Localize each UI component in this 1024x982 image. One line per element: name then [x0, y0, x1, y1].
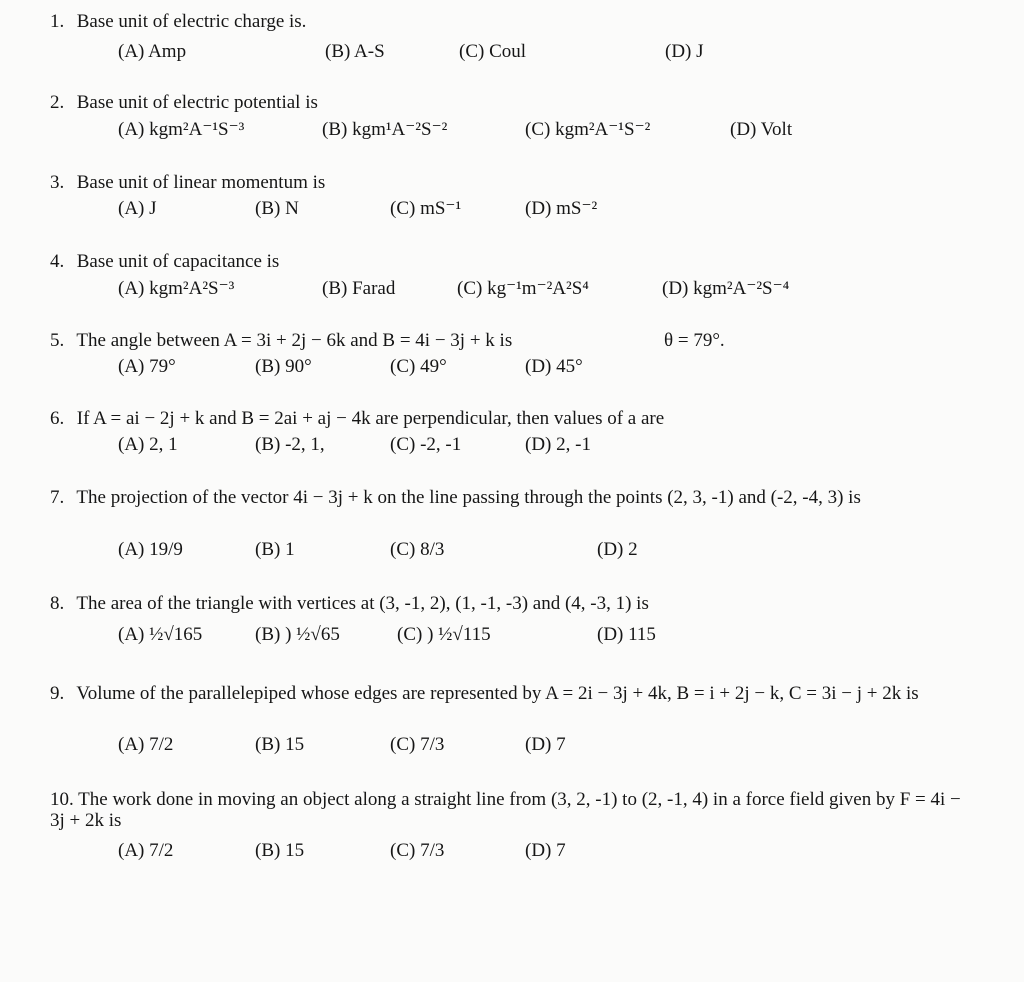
- question-stem: The angle between A = 3i + 2j − 6k and B = 4i − 3j + k is: [76, 330, 513, 351]
- option-a[interactable]: (A) kgm²A⁻¹S⁻³: [118, 119, 245, 140]
- option-d[interactable]: (D) 7: [525, 840, 566, 861]
- option-d[interactable]: (D) kgm²A⁻²S⁻⁴: [662, 278, 790, 299]
- question-number: 8.: [50, 593, 65, 614]
- option-b[interactable]: (B) -2, 1,: [255, 434, 325, 455]
- question-text: [50, 684, 980, 705]
- option-b[interactable]: (B) ) ½√65: [255, 624, 340, 645]
- option-b[interactable]: (B) N: [255, 198, 299, 219]
- option-a[interactable]: (A) 2, 1: [118, 434, 178, 455]
- option-b[interactable]: (B) 15: [255, 734, 305, 755]
- option-b[interactable]: (B) 90°: [255, 356, 312, 377]
- question-number: 7.: [50, 487, 65, 508]
- option-c[interactable]: (C) ) ½√115: [397, 624, 491, 645]
- question-text: [50, 12, 980, 33]
- option-c[interactable]: (C) kgm²A⁻¹S⁻²: [525, 119, 651, 140]
- question-number: 6.: [50, 408, 65, 429]
- question-text: [50, 173, 980, 194]
- option-d[interactable]: (D) 45°: [525, 356, 583, 377]
- question-text: [50, 488, 980, 509]
- option-a[interactable]: (A) J: [118, 198, 157, 219]
- option-c[interactable]: (C) 7/3: [390, 734, 445, 755]
- option-b[interactable]: (B) 15: [255, 840, 305, 861]
- option-d[interactable]: (D) 115: [597, 624, 656, 645]
- option-c[interactable]: (C) 49°: [390, 356, 447, 377]
- question-stem: The area of the triangle with vertices at (3, -1, 2), (1, -1, -3) and (4, -3, 1) is: [76, 593, 649, 614]
- option-d[interactable]: (D) Volt: [730, 119, 793, 140]
- question-number: 5.: [50, 330, 65, 351]
- option-d[interactable]: (D) J: [665, 41, 704, 62]
- question-stem: The work done in moving an object along a straight line from (3, 2, -1) to (2, -1, 4) in a force field given by F = 4i − 3j + 2k is: [50, 789, 961, 831]
- option-b[interactable]: (B) 1: [255, 539, 295, 560]
- option-c[interactable]: (C) Coul: [459, 41, 527, 62]
- question-stem: The projection of the vector 4i − 3j + k on the line passing through the points (2, 3, -1) and (-2, -4, 3) is: [76, 487, 861, 508]
- question-number: 9.: [50, 683, 65, 704]
- option-b[interactable]: (B) Farad: [322, 278, 396, 299]
- question-text: [50, 790, 980, 832]
- question-number: 1.: [50, 11, 65, 32]
- question-number: 2.: [50, 92, 65, 113]
- question-number: 4.: [50, 251, 65, 272]
- option-c[interactable]: (C) kg⁻¹m⁻²A²S⁴: [457, 278, 589, 299]
- option-c[interactable]: (C) mS⁻¹: [390, 198, 462, 219]
- question-stem: Base unit of electric charge is.: [76, 11, 307, 32]
- question-text: [50, 252, 980, 273]
- question-text: [50, 409, 980, 430]
- option-a[interactable]: (A) 19/9: [118, 539, 183, 560]
- option-a[interactable]: (A) ½√165: [118, 624, 203, 645]
- question-stem: Base unit of capacitance is: [76, 251, 280, 272]
- option-a[interactable]: (A) 7/2: [118, 734, 174, 755]
- question-number: 3.: [50, 172, 65, 193]
- option-d[interactable]: (D) 2, -1: [525, 434, 591, 455]
- option-b[interactable]: (B) kgm¹A⁻²S⁻²: [322, 119, 448, 140]
- question-text: [50, 93, 980, 114]
- option-d[interactable]: (D) mS⁻²: [525, 198, 598, 219]
- question-stem: If A = ai − 2j + k and B = 2ai + aj − 4k are perpendicular, then values of a are: [76, 408, 665, 429]
- option-a[interactable]: (A) Amp: [118, 41, 187, 62]
- option-b[interactable]: (B) A-S: [325, 41, 385, 62]
- option-d[interactable]: (D) 2: [597, 539, 638, 560]
- question-stem: Base unit of linear momentum is: [76, 172, 326, 193]
- option-a[interactable]: (A) 79°: [118, 356, 176, 377]
- answer-note: θ = 79°.: [664, 330, 725, 351]
- option-c[interactable]: (C) 8/3: [390, 539, 445, 560]
- question-stem: Base unit of electric potential is: [76, 92, 318, 113]
- option-d[interactable]: (D) 7: [525, 734, 566, 755]
- question-text: [50, 594, 980, 615]
- question-number: 10.: [50, 789, 74, 810]
- question-stem: Volume of the parallelepiped whose edges are represented by A = 2i − 3j + 4k, B = i + 2j − k, C = 3i − j + 2k is: [76, 683, 919, 704]
- option-a[interactable]: (A) 7/2: [118, 840, 174, 861]
- question-text: [50, 331, 980, 352]
- option-c[interactable]: (C) 7/3: [390, 840, 445, 861]
- option-c[interactable]: (C) -2, -1: [390, 434, 462, 455]
- option-a[interactable]: (A) kgm²A²S⁻³: [118, 278, 235, 299]
